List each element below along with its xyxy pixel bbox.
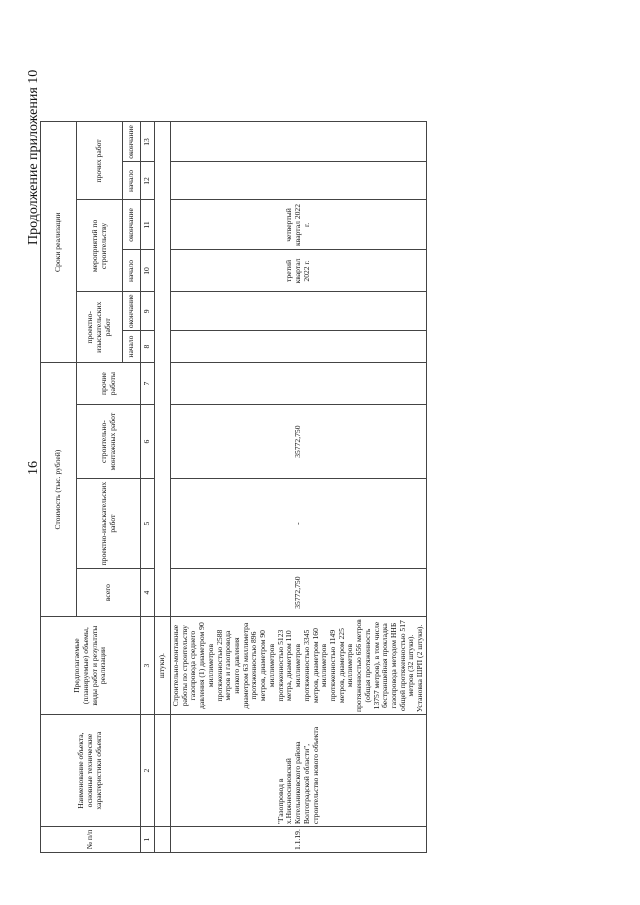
table-row	[171, 122, 427, 853]
header-end: окончание	[123, 292, 141, 331]
column-number: 10	[141, 250, 155, 292]
row-cost-construction: 35772,750	[171, 405, 427, 479]
header-terms-construction: мероприятий по строительству	[77, 200, 123, 292]
column-number: 1	[141, 827, 155, 853]
row-object-name: "Газопровод в х.Нижнеосиновский Котельниковского района Волгоградской области", строительство нового объекта	[171, 715, 427, 827]
header-object-name: Наименование объекта, основные технические характеристики объекта	[41, 715, 141, 827]
header-start: начало	[123, 331, 141, 363]
row-cost-design: -	[171, 479, 427, 569]
column-number: 8	[141, 331, 155, 363]
column-number: 6	[141, 405, 155, 479]
row-terms-other-start	[171, 162, 427, 200]
row-number: 1.1.19.	[171, 827, 427, 853]
investment-table	[40, 121, 427, 853]
row-terms-construction-end: четвертый квартал 2022 г.	[171, 200, 427, 250]
header-cost-group: Стоимость (тыс. рублей)	[41, 363, 77, 617]
column-number: 2	[141, 715, 155, 827]
header-terms-design: проектно-изыскательских работ	[77, 292, 123, 363]
row-terms-other-end	[171, 122, 427, 162]
header-cost-other: прочие работы	[77, 363, 141, 405]
header-start: начало	[123, 250, 141, 292]
header-terms-other: прочих работ	[77, 122, 123, 200]
row-cost-other	[171, 363, 427, 405]
column-number: 9	[141, 292, 155, 331]
column-number: 5	[141, 479, 155, 569]
header-start: начало	[123, 162, 141, 200]
header-cost-total: всего	[77, 569, 141, 617]
page-number: 16	[26, 461, 41, 475]
column-number: 11	[141, 200, 155, 250]
header-cost-design: проектно-изыскательских работ	[77, 479, 141, 569]
column-number: 7	[141, 363, 155, 405]
header-no: № п/п	[41, 827, 141, 853]
row-cost-total: 35772,750	[171, 569, 427, 617]
header-terms-group: Сроки реализации	[41, 122, 77, 363]
row-terms-design-end	[171, 292, 427, 331]
header-end: окончание	[123, 200, 141, 250]
header-works: Предполагаемые (планируемые) объемы, виды работ и результаты реализации	[41, 617, 141, 715]
column-number: 4	[141, 569, 155, 617]
column-number: 3	[141, 617, 155, 715]
continuation-text: штуки).	[155, 617, 171, 715]
header-end: окончание	[123, 122, 141, 162]
column-number: 13	[141, 122, 155, 162]
row-terms-design-start	[171, 331, 427, 363]
row-works-description: Строительно-монтажные работы по строительству газопровода среднего давления (1) диаметром 90 миллиметров протяженностью 2588 метров и газопровода низкого давления диаметром 63 миллиметра протяженностью 896 метров, диаметром 90 миллиметров протяженностью 5123 метра, диаметром 110 миллиметров протяженностью 3345 метров, диаметром 160 миллиметров протяженностью 1149 метров, диаметром 225 миллиметров протяженностью 656 метров (общая протяженность 13757 метров), в том числе бестраншейная прокладка газопровода методом ННБ общей протяженностью 517 метров (32 штуки). Установка ШРП (2 штуки).	[171, 617, 427, 715]
appendix-continuation-title: Продолжение приложения 10	[26, 69, 41, 245]
column-number: 12	[141, 162, 155, 200]
header-cost-construction: строительно-монтажных работ	[77, 405, 141, 479]
row-terms-construction-start: третий квартал 2022 г.	[171, 250, 427, 292]
